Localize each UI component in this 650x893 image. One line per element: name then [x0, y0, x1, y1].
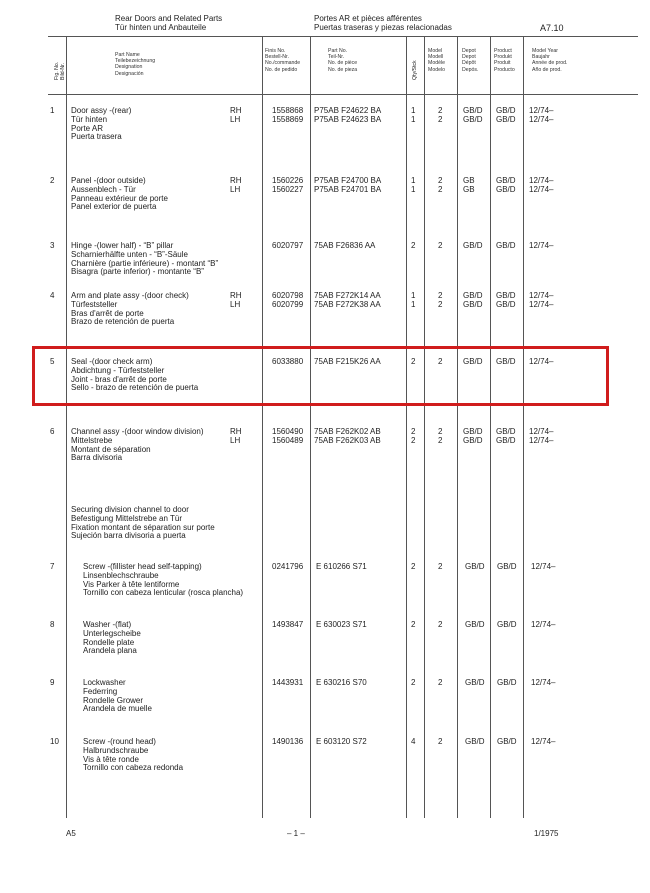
side: RH LH — [230, 106, 242, 124]
page-code: A7.10 — [540, 23, 564, 33]
col-header-year: Model Year Baujahr Année de prod. Año de prod. — [532, 48, 568, 73]
product: GB/D GB/D — [496, 291, 516, 309]
product: GB/D GB/D — [496, 106, 516, 124]
fig-number: 2 — [50, 176, 55, 185]
finis-number: 1490136 — [272, 737, 304, 746]
model-year: 12/74– — [531, 678, 556, 687]
col-header-model: Model Modell Modèle Modelo — [428, 48, 446, 73]
product: GB/D — [497, 562, 517, 571]
page-number: – 1 – — [287, 829, 305, 838]
fig-number: 10 — [50, 737, 59, 746]
footer-left: A5 — [66, 829, 76, 838]
part-number: 75AB F215K26 AA — [314, 357, 381, 366]
model: 2 — [438, 562, 443, 571]
part-number: 75AB F262K02 AB 75AB F262K03 AB — [314, 427, 381, 445]
model-year: 12/74– — [531, 620, 556, 629]
part-number: 75AB F26836 AA — [314, 241, 376, 250]
col-header-depot: Depot Depot Dépôt Depós. — [462, 48, 479, 73]
product: GB/D — [497, 620, 517, 629]
part-number: P75AB F24622 BA P75AB F24623 BA — [314, 106, 382, 124]
model: 2 2 — [438, 106, 443, 124]
model-year: 12/74– — [529, 241, 554, 250]
model: 2 — [438, 620, 443, 629]
fig-number: 3 — [50, 241, 55, 250]
finis-number: 1560490 1560489 — [272, 427, 304, 445]
depot: GB/D — [465, 620, 485, 629]
title-de: Tür hinten und Anbauteile — [115, 23, 207, 32]
depot: GB/D — [465, 562, 485, 571]
model: 2 — [438, 357, 443, 366]
depot: GB GB — [463, 176, 475, 194]
model-year: 12/74– — [531, 562, 556, 571]
col-sep — [66, 36, 67, 818]
part-description: Seal -(door check arm) Abdichtung - Türfeststeller Joint - bras d'arrêt de porte Sello - brazo de retención de puerta — [71, 357, 199, 393]
depot: GB/D GB/D — [463, 106, 483, 124]
col-sep — [490, 36, 491, 818]
col-header-fig: Fig. No. Bild-Nr. — [54, 61, 66, 80]
model-year: 12/74– — [529, 357, 554, 366]
side: RH LH — [230, 291, 242, 309]
product: GB/D — [496, 357, 516, 366]
quantity: 2 — [411, 678, 416, 687]
quantity: 2 — [411, 357, 416, 366]
depot: GB/D — [463, 241, 483, 250]
col-header-product: Product Produkt Produit Producto — [494, 48, 515, 73]
part-description: Arm and plate assy -(door check) Türfeststeller Bras d'arrêt de porte Brazo de retención de puerta — [71, 291, 189, 327]
header-bottom-rule — [48, 94, 638, 95]
part-number: P75AB F24700 BA P75AB F24701 BA — [314, 176, 382, 194]
product: GB/D — [496, 241, 516, 250]
fig-number: 7 — [50, 562, 55, 571]
depot: GB/D — [465, 737, 485, 746]
title-es: Puertas traseras y piezas relacionadas — [314, 23, 452, 32]
finis-number: 6033880 — [272, 357, 304, 366]
part-description: Channel assy -(door window division) Mittelstrebe Montant de séparation Barra divisoria — [71, 427, 204, 463]
col-sep — [457, 36, 458, 818]
header-top-rule — [48, 36, 638, 37]
part-description: Washer -(flat) Unterlegscheibe Rondelle plate Arandela plana — [83, 620, 141, 656]
footer-date: 1/1975 — [534, 829, 559, 838]
finis-number: 6020797 — [272, 241, 304, 250]
model: 2 2 — [438, 176, 443, 194]
model-year: 12/74– — [531, 737, 556, 746]
col-sep — [424, 36, 425, 818]
quantity: 1 1 — [411, 176, 416, 194]
quantity: 2 2 — [411, 427, 416, 445]
col-sep — [310, 36, 311, 818]
col-header-name: Part Name Teilebezeichnung Designation Designación — [115, 52, 156, 77]
quantity: 4 — [411, 737, 416, 746]
fig-number: 6 — [50, 427, 55, 436]
title-fr: Portes AR et pièces afférentes — [314, 14, 422, 23]
model-year: 12/74– 12/74– — [529, 106, 554, 124]
finis-number: 1560226 1560227 — [272, 176, 304, 194]
part-description: Lockwasher Federring Rondelle Grower Arandela de muelle — [83, 678, 152, 714]
model-year: 12/74– 12/74– — [529, 291, 554, 309]
part-number: E 630216 S70 — [316, 678, 367, 687]
part-description: Screw -(round head) Halbrundschraube Vis à tête ronde Tornillo con cabeza redonda — [83, 737, 184, 773]
part-number: E 630023 S71 — [316, 620, 367, 629]
part-description: Door assy -(rear) Tür hinten Porte AR Puerta trasera — [71, 106, 132, 142]
model: 2 2 — [438, 291, 443, 309]
finis-number: 1443931 — [272, 678, 304, 687]
part-description: Panel -(door outside) Aussenblech - Tür Panneau extérieur de porte Panel exterior de puerta — [71, 176, 168, 212]
product: GB/D — [497, 737, 517, 746]
part-number: E 610266 S71 — [316, 562, 367, 571]
model-year: 12/74– 12/74– — [529, 176, 554, 194]
model-year: 12/74– 12/74– — [529, 427, 554, 445]
finis-number: 0241796 — [272, 562, 304, 571]
part-number: 75AB F272K14 AA 75AB F272K38 AA — [314, 291, 381, 309]
col-sep — [523, 36, 524, 818]
finis-number: 1558868 1558869 — [272, 106, 304, 124]
part-description: Screw -(fillister head self-tapping) Linsenblechschraube Vis Parker à tête lentiforme Tornillo con cabeza lenticular (rosca plancha) — [83, 562, 244, 598]
fig-number: 5 — [50, 357, 55, 366]
quantity: 2 — [411, 241, 416, 250]
col-header-qty: Qty/Stck — [412, 60, 418, 80]
finis-number: 1493847 — [272, 620, 304, 629]
product: GB/D — [497, 678, 517, 687]
depot: GB/D GB/D — [463, 291, 483, 309]
side: RH LH — [230, 427, 242, 445]
depot: GB/D GB/D — [463, 427, 483, 445]
fig-number: 8 — [50, 620, 55, 629]
col-sep — [262, 36, 263, 818]
col-sep — [406, 36, 407, 818]
model: 2 — [438, 737, 443, 746]
quantity: 1 1 — [411, 106, 416, 124]
finis-number: 6020798 6020799 — [272, 291, 304, 309]
quantity: 2 — [411, 620, 416, 629]
product: GB/D GB/D — [496, 427, 516, 445]
title-en: Rear Doors and Related Parts — [115, 14, 223, 23]
side: RH LH — [230, 176, 242, 194]
col-header-finis: Finis No. Bestell-Nr. No./commande No. de pedido — [265, 48, 301, 73]
depot: GB/D — [465, 678, 485, 687]
quantity: 1 1 — [411, 291, 416, 309]
col-header-partno: Part No. Teil-Nr. No. de pièce No. de pieza — [328, 48, 358, 73]
section-description: Securing division channel to door Befestigung Mittelstrebe an Tür Fixation montant de séparation sur porte Sujeción barra divisoria a puerta — [71, 505, 215, 541]
model: 2 — [438, 678, 443, 687]
quantity: 2 — [411, 562, 416, 571]
highlight-box — [32, 346, 609, 406]
model: 2 — [438, 241, 443, 250]
fig-number: 4 — [50, 291, 55, 300]
product: GB/D GB/D — [496, 176, 516, 194]
model: 2 2 — [438, 427, 443, 445]
fig-number: 1 — [50, 106, 55, 115]
part-description: Hinge -(lower half) - “B” pillar Scharnierhälfte unten - “B”-Säule Charnière (partie inférieure) - montant “B” Bisagra (parte inferior) - montante “B” — [71, 241, 219, 277]
depot: GB/D — [463, 357, 483, 366]
fig-number: 9 — [50, 678, 55, 687]
part-number: E 603120 S72 — [316, 737, 367, 746]
